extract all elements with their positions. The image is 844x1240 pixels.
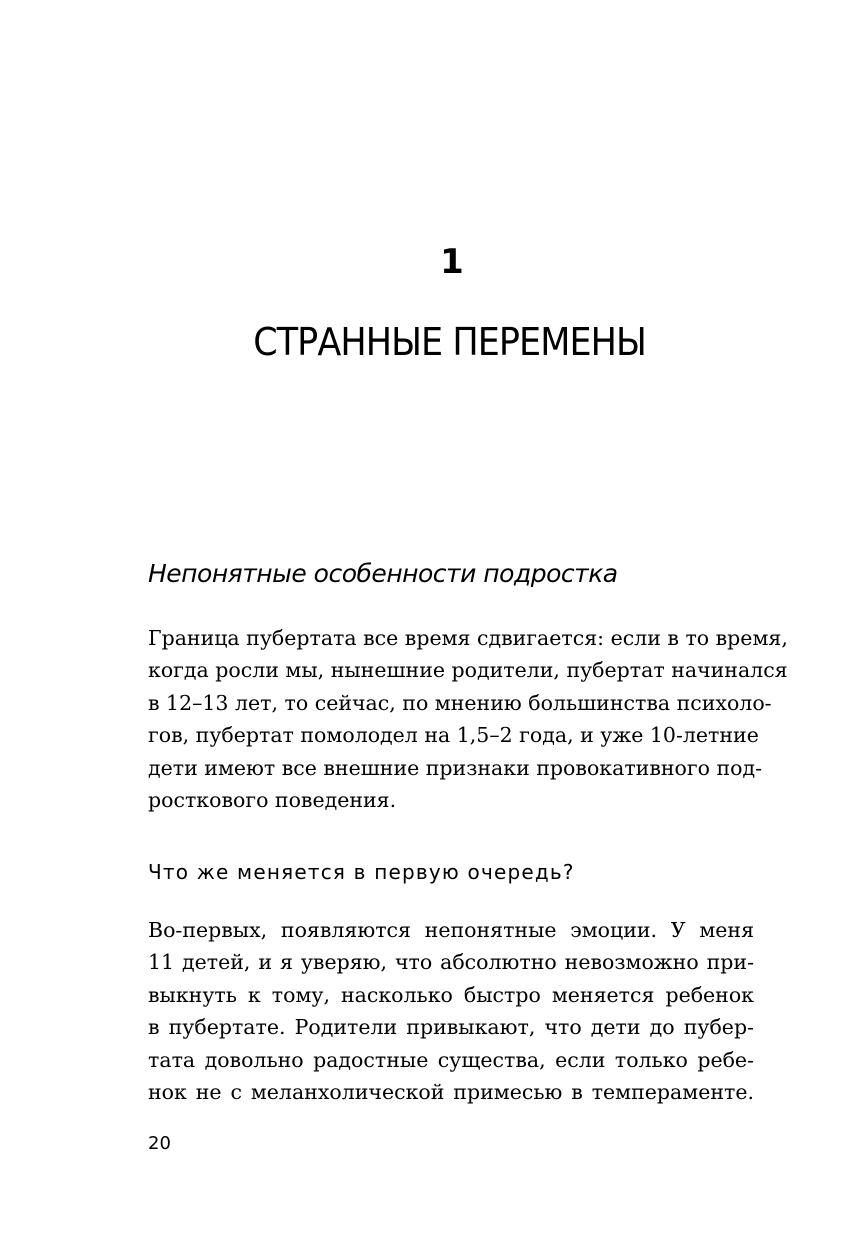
paragraph-line: росткового поведения. [148,788,397,813]
paragraph-line: когда росли мы, нынешние родители, пубертат начинался [148,658,788,683]
paragraph-line: выкнуть к тому, насколько быстро меняется ребенок [148,982,754,1007]
paragraph-line: в пубертате. Родители привыкают, что дети до пубер- [148,1015,754,1040]
paragraph-line: дети имеют все внешние признаки провокативного под- [148,755,763,780]
paragraph-line: 11 детей, и я уверяю, что абсолютно невозможно при- [148,950,754,975]
page-number: 20 [148,1133,171,1154]
paragraph-2 [148,914,754,1108]
paragraph-line: Граница пубертата все время сдвигается: если в то время, [148,626,788,650]
subheading: Что же меняется в первую очередь? [148,860,575,884]
paragraph-1 [148,622,788,816]
chapter-title: СТРАННЫЕ ПЕРЕМЕНЫ [253,320,646,364]
paragraph-line: тата довольно радостные существа, если только ребе- [148,1047,754,1072]
paragraph-line: Во-первых, появляются непонятные эмоции. У меня [148,918,754,942]
chapter-number: 1 [440,242,464,282]
paragraph-line: в 12–13 лет, то сейчас, по мнению большинства психоло- [148,690,772,715]
paragraph-line: гов, пубертат помолодел на 1,5–2 года, и уже 10-летние [148,723,759,748]
section-title: Непонятные особенности подростка [148,559,618,588]
paragraph-line: нок не с меланхолической примесью в темпераменте. [148,1080,754,1105]
